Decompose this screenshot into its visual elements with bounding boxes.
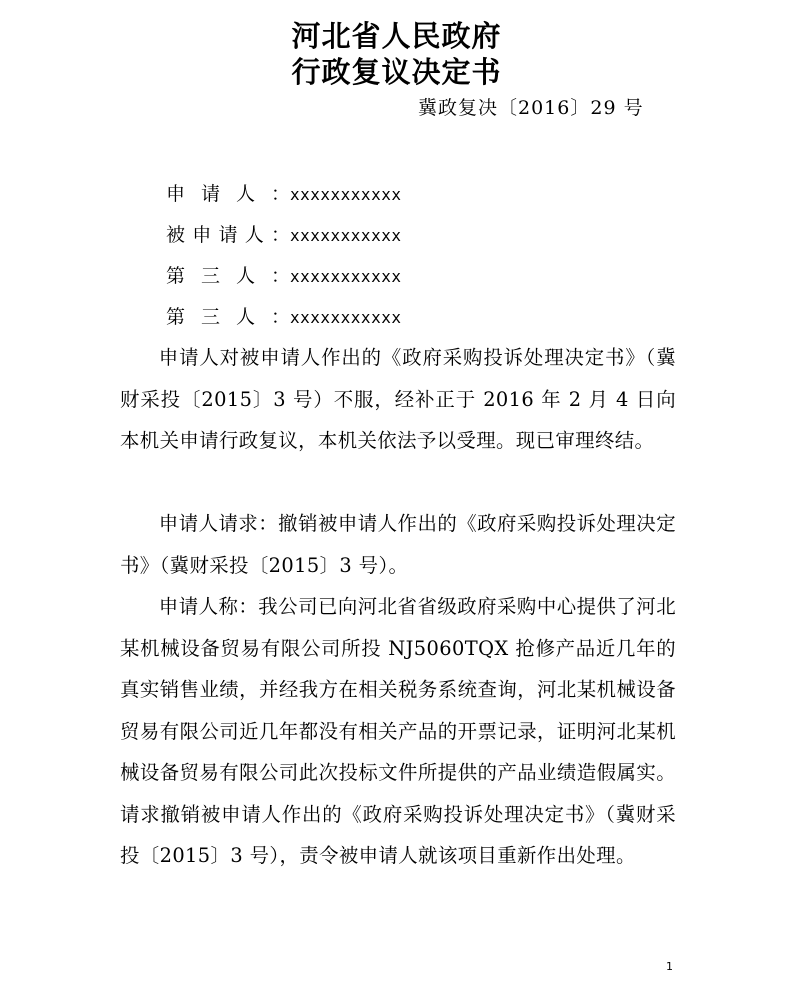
document-title-line1: 河北省人民政府 <box>291 19 502 53</box>
party-third-party-1 <box>166 262 401 291</box>
document-title-line2: 行政复议决定书 <box>291 55 502 89</box>
party-label: 被申请人： <box>166 224 290 246</box>
party-value: xxxxxxxxxxx <box>290 308 402 327</box>
document-number: 冀政复决〔2016〕29 号 <box>418 97 644 119</box>
paragraph-case-background: 申请人对被申请人作出的《政府采购投诉处理决定书》（冀财采投〔2015〕3 号）不服，经补正于 2016 年 2 月 4 日向本机关申请行政复议，本机关依法予以受理。现已审理终结。 <box>120 346 676 452</box>
page-number: 1 <box>666 960 673 973</box>
party-label: 第三人： <box>166 306 290 328</box>
party-label: 第三人： <box>166 265 290 287</box>
paragraph-applicant-statement: 申请人称：我公司已向河北省省级政府采购中心提供了河北某机械设备贸易有限公司所投 NJ5060TQX 抢修产品近几年的真实销售业绩，并经我方在相关税务系统查询，河北某机械设备贸易有限公司近几年都没有相关产品的开票记录，证明河北某机械设备贸易有限公司此次投标文件所提供的产品业绩造假属实。请求撤销被申请人作出的《政府采购投诉处理决定书》（冀财采投〔2015〕3 号），责令被申请人就该项目重新作出处理。 <box>120 595 676 867</box>
party-value: xxxxxxxxxxx <box>290 267 402 286</box>
party-value: xxxxxxxxxxx <box>290 226 402 245</box>
party-third-party-2 <box>166 303 401 332</box>
party-label: 申请人： <box>166 183 290 205</box>
party-applicant <box>166 180 401 209</box>
paragraph-applicant-request: 申请人请求：撤销被申请人作出的《政府采购投诉处理决定书》（冀财采投〔2015〕3 号）。 <box>120 512 676 577</box>
party-value: xxxxxxxxxxx <box>290 185 402 204</box>
party-respondent <box>166 221 401 250</box>
